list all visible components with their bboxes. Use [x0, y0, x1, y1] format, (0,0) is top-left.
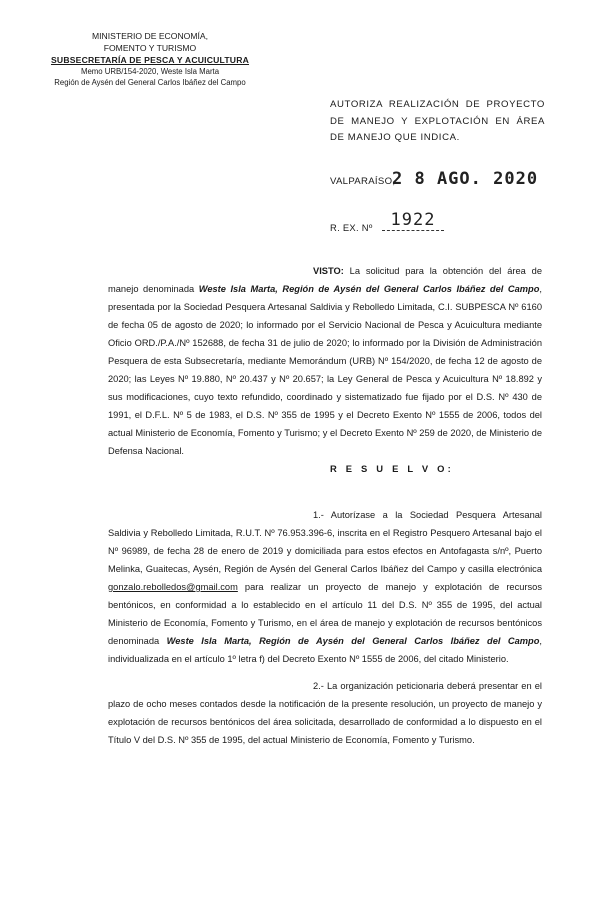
resuelvo-heading: R E S U E L V O: [330, 463, 454, 474]
visto-text-2: , presentada por la Sociedad Pesquera Artesanal Saldivia y Rebolledo Limitada, C.I. SUBPESCA Nº 6160 de fecha 05 de agosto de 2020; lo informado por el Servicio Nacional de Pesca y Acuicultura mediante Oficio ORD./P.A./Nº 152688, de fecha 31 de julio de 2020; lo informado por la División de Administración Pesquera de esta Subsecretaría, mediante Memorándum (URB) Nº 154/2020, de fecha 12 de agosto de 2020; las Leyes Nº 19.880, Nº 20.437 y Nº 20.657; la Ley General de Pesca y Acuicultura Nº 18.892 y sus modificaciones, cuyo texto refundido, coordinado y sistematizado fue fijado por el D.S. Nº 430 de 1991, el D.F.L. Nº 5 de 1983, el D.S. Nº 355 de 1995 y el Decreto Exento Nº 1555 de 2006, todos del actual Ministerio de Economía, Fomento y Turismo; y el Decreto Exento Nº 259 de 2020, de Ministerio de Defensa Nacional. [108, 284, 542, 456]
visto-label: VISTO: [313, 266, 344, 276]
letterhead [50, 30, 250, 88]
place-label: VALPARAÍSO, [330, 176, 396, 187]
item-1-paragraph [108, 506, 542, 668]
letterhead-ministry: MINISTERIO DE ECONOMÍA, [91, 31, 209, 41]
resolution-subject: AUTORIZA REALIZACIÓN DE PROYECTO DE MANEJO Y EXPLOTACIÓN EN ÁREA DE MANEJO QUE INDICA. [330, 99, 545, 143]
item-1-text-2: para realizar un proyecto de manejo y explotación de recursos bentónicos, en conformidad a lo establecido en el artículo 11 del D.S. Nº 355 de 1995, del actual Ministerio de Economía, Fomento y Turismo, en el área de manejo y explotación de recursos bentónicos denominada [108, 582, 542, 646]
item-1-area-name: Weste Isla Marta, Región de Aysén del General Carlos Ibáñez del Campo [166, 636, 540, 646]
letterhead-region: Región de Aysén del General Carlos Ibáñez del Campo [54, 78, 246, 87]
item-1-text-3: , individualizada en el artículo 1º letra f) del Decreto Exento Nº 1555 de 2006, del citado Ministerio. [108, 636, 542, 664]
rex-number: 1922 [382, 210, 444, 231]
item-1-email: gonzalo.rebolledos@gmail.com [108, 582, 238, 592]
item-2-paragraph [108, 677, 542, 749]
letterhead-memo-ref: Memo URB/154-2020, Weste Isla Marta [80, 67, 220, 76]
visto-text-1: La solicitud para la obtención del área de manejo denominada [108, 266, 542, 294]
rex-label: R. EX. Nº [330, 222, 373, 233]
visto-area-name: Weste Isla Marta, Región de Aysén del General Carlos Ibáñez del Campo [198, 284, 540, 294]
letterhead-subsecretaria: SUBSECRETARÍA DE PESCA Y ACUICULTURA [50, 55, 250, 65]
item-1-text-1: 1.- Autorízase a la Sociedad Pesquera Artesanal Saldivia y Rebolledo Limitada, R.U.T. Nº 76.953.396-6, inscrita en el Registro Pesquero Artesanal bajo el Nº 96989, de fecha 28 de enero de 2019 y domiciliada para estos efectos en Antofagasta s/nº, Puerto Melinka, Guaitecas, Aysén, Región de Aysén del General Carlos Ibáñez del Campo y casilla electrónica [108, 510, 542, 574]
letterhead-ministry-2: FOMENTO Y TURISMO [103, 43, 197, 53]
visto-paragraph [108, 262, 542, 460]
date-stamp: 2 8 AGO. 2020 [392, 169, 539, 189]
item-2-text-1: 2.- La organización peticionaria deberá presentar en el plazo de ocho meses contados desde la notificación de la presente resolución, un proyecto de manejo y explotación de recursos bentónicos del área solicitada, desarrollado de conformidad a lo dispuesto en el Título V del D.S. Nº 355 de 1995, del actual Ministerio de Economía, Fomento y Turismo. [108, 681, 542, 745]
